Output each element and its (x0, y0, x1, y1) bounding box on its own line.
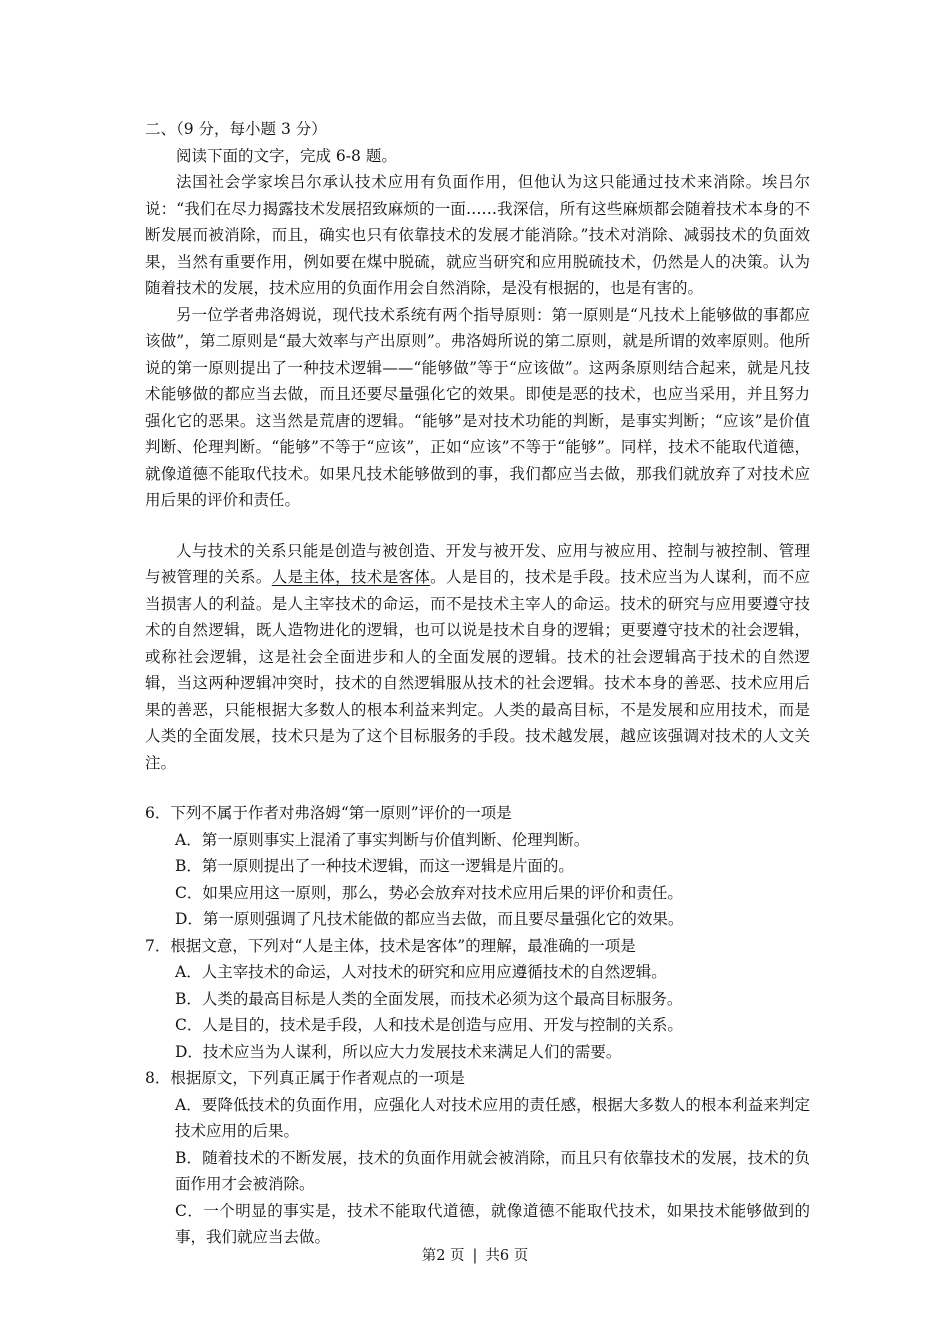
passage-paragraph-1: 法国社会学家埃吕尔承认技术应用有负面作用，但他认为这只能通过技术来消除。埃吕尔说：“我们在尽力揭露技术发展招致麻烦的一面……我深信，所有这些麻烦都会随着技术本身的不断发展而被消除，而且，确实也只有依靠技术的发展才能消除。”技术对消除、减弱技术的负面效果，当然有重要作用，例如要在煤中脱硫，就应当研究和应用脱硫技术，仍然是人的决策。认为随着技术的发展，技术应用的负面作用会自然消除，是没有根据的，也是有害的。 (145, 173, 810, 297)
option-a: A．人主宰技术的命运，人对技术的研究和应用应遵循技术的自然逻辑。 (175, 963, 667, 981)
section-heading: 二、（9 分，每小题 3 分） (145, 120, 327, 138)
option-a: A．要降低技术的负面作用，应强化人对技术应用的责任感，根据大多数人的根本利益来判定技术应用的后果。 (175, 1095, 810, 1140)
underlined-phrase: 人是主体，技术是客体 (271, 568, 431, 586)
question-stem: 7．根据文意，下列对“人是主体，技术是客体”的理解，最准确的一项是 (145, 936, 636, 955)
option-c: C．一个明显的事实是，技术不能取代道德，就像道德不能取代技术，如果技术能够做到的事，我们就应当去做。 (175, 1201, 810, 1246)
paragraph-3-text-a: 人与技术的关系只能是创造与被创造、开发与被开发、应用与被应用、控制与被控制、管理与被管理的关系。 (145, 541, 810, 586)
page-total: 共6 页 (485, 1248, 529, 1264)
paragraph-gap (145, 514, 810, 538)
option-b: B．随着技术的不断发展，技术的负面作用就会被消除，而且只有依靠技术的发展，技术的负面作用才会被消除。 (175, 1148, 810, 1193)
question-stem: 8．根据原文，下列真正属于作者观点的一项是 (145, 1069, 465, 1087)
option-b: B．第一原则提出了一种技术逻辑，而这一逻辑是片面的。 (175, 857, 574, 875)
option-b: B．人类的最高目标是人类的全面发展，而技术必须为这个最高目标服务。 (175, 989, 683, 1008)
option-d: D．技术应当为人谋利，所以应大力发展技术来满足人们的需要。 (175, 1042, 622, 1061)
section-instruction: 阅读下面的文字，完成 6-8 题。 (176, 146, 397, 165)
question-6 (145, 800, 810, 933)
page-content (145, 116, 810, 1251)
footer-separator: | (472, 1248, 478, 1264)
page-number: 第2 页 (421, 1248, 465, 1264)
option-a: A．第一原则事实上混淆了事实判断与价值判断、伦理判断。 (175, 830, 590, 849)
question-8 (145, 1065, 810, 1251)
option-c: C．人是目的，技术是手段，人和技术是创造与应用、开发与控制的关系。 (175, 1016, 683, 1034)
paragraph-3-text-b: 。人是目的，技术是手段。技术应当为人谋利，而不应当损害人的利益。是人主宰技术的命运，而不是技术主宰人的命运。技术的研究与应用要遵守技术的自然逻辑，既人造物进化的逻辑，也可以说是技术自身的逻辑；更要遵守技术的社会逻辑，或称社会逻辑，这是社会全面进步和人的全面发展的逻辑。技术的社会逻辑高于技术的自然逻辑，当这两种逻辑冲突时，技术的自然逻辑服从技术的社会逻辑。技术本身的善恶、技术应用后果的善恶，只能根据大多数人的根本利益来判定。人类的最高目标，不是发展和应用技术，而是人类的全面发展，技术只是为了这个目标服务的手段。技术越发展，越应该强调对技术的人文关注。 (145, 568, 810, 772)
option-c: C．如果应用这一原则，那么，势必会放弃对技术应用后果的评价和责任。 (175, 883, 683, 902)
passage-paragraph-2: 另一位学者弗洛姆说，现代技术系统有两个指导原则：第一原则是“凡技术上能够做的事都应该做”，第二原则是“最大效率与产出原则”。弗洛姆所说的第二原则，就是所谓的效率原则。他所说的第一原则提出了一种技术逻辑——“能够做”等于“应该做”。这两条原则结合起来，就是凡技术能够做的都应当去做，而且还要尽量强化它的效果。即使是恶的技术，也应当采用，并且努力强化它的恶果。这当然是荒唐的逻辑。“能够”是对技术功能的判断，是事实判断；“应该”是价值判断、伦理判断。“能够”不等于“应该”，正如“应该”不等于“能够”。同样，技术不能取代道德，就像道德不能取代技术。如果凡技术能够做到的事，我们都应当去做，那我们就放弃了对技术应用后果的评价和责任。 (145, 305, 810, 509)
page-footer (0, 1243, 950, 1270)
question-stem: 6．下列不属于作者对弗洛姆“第一原则”评价的一项是 (145, 804, 512, 822)
question-7 (145, 933, 810, 1066)
passage-paragraph-3 (145, 538, 810, 777)
paragraph-gap (145, 776, 810, 800)
option-d: D．第一原则强调了凡技术能做的都应当去做，而且要尽量强化它的效果。 (175, 910, 684, 928)
